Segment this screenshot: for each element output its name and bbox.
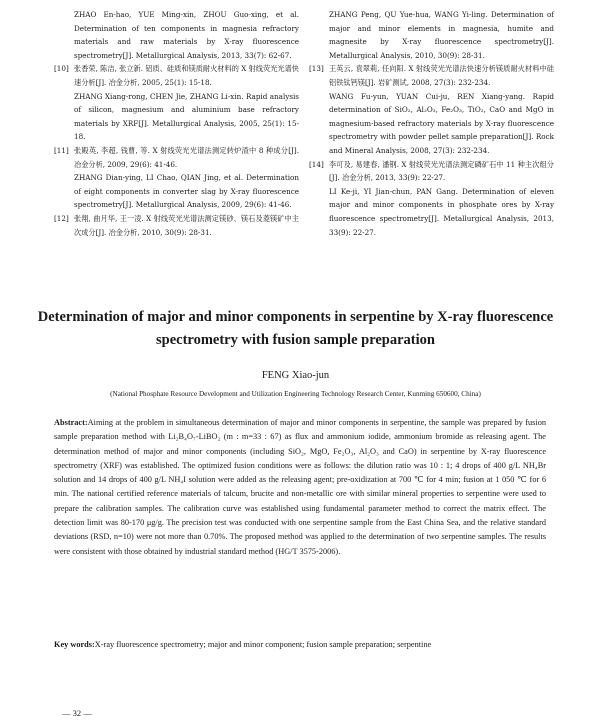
reference-number: [10] xyxy=(54,64,69,74)
abstract-text: Aiming at the problem in simultaneous determination of major and minor components in serpentine, the sample was prepared by fusion sample preparation method with Li₂B₄O₇-LiBO₂ (m : m=33 : 67) as flux and ammonium iodide, ammonium bromide as releasing agent. The determination method of major and minor components (including SiO₂, MgO, Fe₂O₃, Al₂O₃ and CaO) in serpentine by X-ray fluorescence spectrometry (XRF) was established. The optimized fusion conditions were as follows: the dilution ratio was 10 : 1; 4 drops of 400 g/L NH₄Br solution and 14 drops of 400 g/L NH₄I solution were added as the releasing agent; pre-oxidization at 700 ℃ for 4 min; fusion at 1 050 ℃ for 6 min. The national certified reference materials of talcum, brucite and non-metallic ore with similar mineral properties to serpentine were used to prepare the calibration samples. The calibration curve was established using fundamental parameter method to correct the matrix effect. The detection limit was 80-170 μg/g. The precision test was conducted with one serpentine sample from the East China Sea, and the relative standard deviations (RSD, n=10) were not more than 0.70%. The proposed method was applied to the determination of two serpentine samples. The results were consistent with those obtained by industrial standard method (HG/T 3575-2006). xyxy=(54,418,546,556)
reference-text: ZHAO En-hao, YUE Ming-xin, ZHOU Guo-xing, et al. Determination of ten components in magnesia refractory materials and raw materials by X-ray fluorescence spectrometry[J]. Metallurgical Analysis, 2013, 33(7): 62-67. xyxy=(74,10,299,60)
reference-text: 李可及, 易建春, 潘钢. X 射线荧光光谱法测定磷矿石中 11 种主次组分[J]. 冶金分析, 2013, 33(9): 22-27. xyxy=(329,159,554,183)
reference-text: 王英云, 袁翠莉, 任向阳. X 射线荧光光谱法快速分析镁质耐火材料中硅铝铁钛钙镁[J]. 岩矿测试, 2008, 27(3): 232-234. xyxy=(329,64,554,87)
reference-entry xyxy=(54,212,299,239)
reference-text: 张翔, 曲月华, 王一凌. X 射线荧光光谱法测定镁砂、镁石及菱镁矿中主次成分[J]. 冶金分析, 2010, 30(9): 28-31. xyxy=(74,213,299,237)
reference-entry xyxy=(309,62,554,157)
keywords xyxy=(54,638,546,652)
reference-text: WANG Fu-yun, YUAN Cui-ju, REN Xiang-yang. Rapid determination of SiO₂, Al₂O₃, Fe₂O₃, TiO₂, CaO and MgO in magnesium-based refractory materials by X-ray fluorescence spectrometry with powder pellet sample preparation[J]. Rock and Mineral Analysis, 2008, 27(3): 232-234. xyxy=(329,91,554,155)
abstract-label: Abstract: xyxy=(54,418,88,427)
reference-text: ZHANG Dian-ying, LI Chao, QIAN Jing, et al. Determination of eight components in converter slag by X-ray fluorescence spectrometry[J]. Metallurgical Analysis, 2009, 29(6): 41-46. xyxy=(74,173,299,210)
reference-number: [12] xyxy=(54,213,69,223)
reference-number: [14] xyxy=(309,159,324,169)
reference-number: [11] xyxy=(54,145,69,155)
author-name: FENG Xiao-jun xyxy=(261,370,330,381)
abstract xyxy=(54,416,546,559)
reference-entry xyxy=(309,158,554,240)
reference-text: LI Ke-ji, YI Jian-chun, PAN Gang. Determination of eleven major and minor components in phosphate ores by X-ray fluorescence spectrometry[J]. Metallurgical Analysis, 2013, 33(9): 22-27. xyxy=(329,186,554,237)
reference-text: ZHANG Peng, QU Yue-hua, WANG Yi-ling. Determination of major and minor elements in magnesia, humite and magnesite by X-ray fluorescence spectrometry[J]. Metallurgical Analysis, 2010, 30(9): 28-31. xyxy=(329,10,554,60)
references-section xyxy=(54,8,554,239)
reference-entry xyxy=(54,62,299,144)
reference-entry xyxy=(54,8,299,62)
reference-number xyxy=(54,8,74,62)
references-right-column xyxy=(309,8,554,239)
page-number: — 32 — xyxy=(62,708,92,718)
reference-number: [13] xyxy=(309,64,324,74)
paper-title: Determination of major and minor components in serpentine by X-ray fluorescence spectrometry with fusion sample preparation xyxy=(37,309,554,348)
keywords-label: Key words: xyxy=(54,640,95,649)
keywords-text: X-ray fluorescence spectrometry; major and minor component; fusion sample preparation; serpentine xyxy=(94,640,432,649)
references-left-column xyxy=(54,8,299,239)
reference-entry xyxy=(54,144,299,212)
author-affiliation: (National Phosphate Resource Development and Utilization Engineering Technology Research Center, Kunming 650600, China) xyxy=(110,390,481,398)
reference-text: 张香荣, 陈洁, 张立新. 铝质、硅质和镁质耐火材料的 X 射线荧光光谱快速分析[J]. 冶金分析, 2005, 25(1): 15-18. xyxy=(74,64,299,87)
reference-text: 张殿英, 李超, 钱曹, 等. X 射线荧光光谱法测定转炉渣中 8 种成分[J]. 冶金分析, 2009, 29(6): 41-46. xyxy=(74,145,299,169)
reference-entry xyxy=(309,8,554,62)
reference-text: ZHANG Xiang-rong, CHEN Jie, ZHANG Li-xin. Rapid analysis of silicon, magnesium and aluminium base refractory materials by XRF[J]. Metallurgical Analysis, 2005, 25(1): 15-18. xyxy=(74,91,299,142)
reference-number xyxy=(309,8,329,62)
